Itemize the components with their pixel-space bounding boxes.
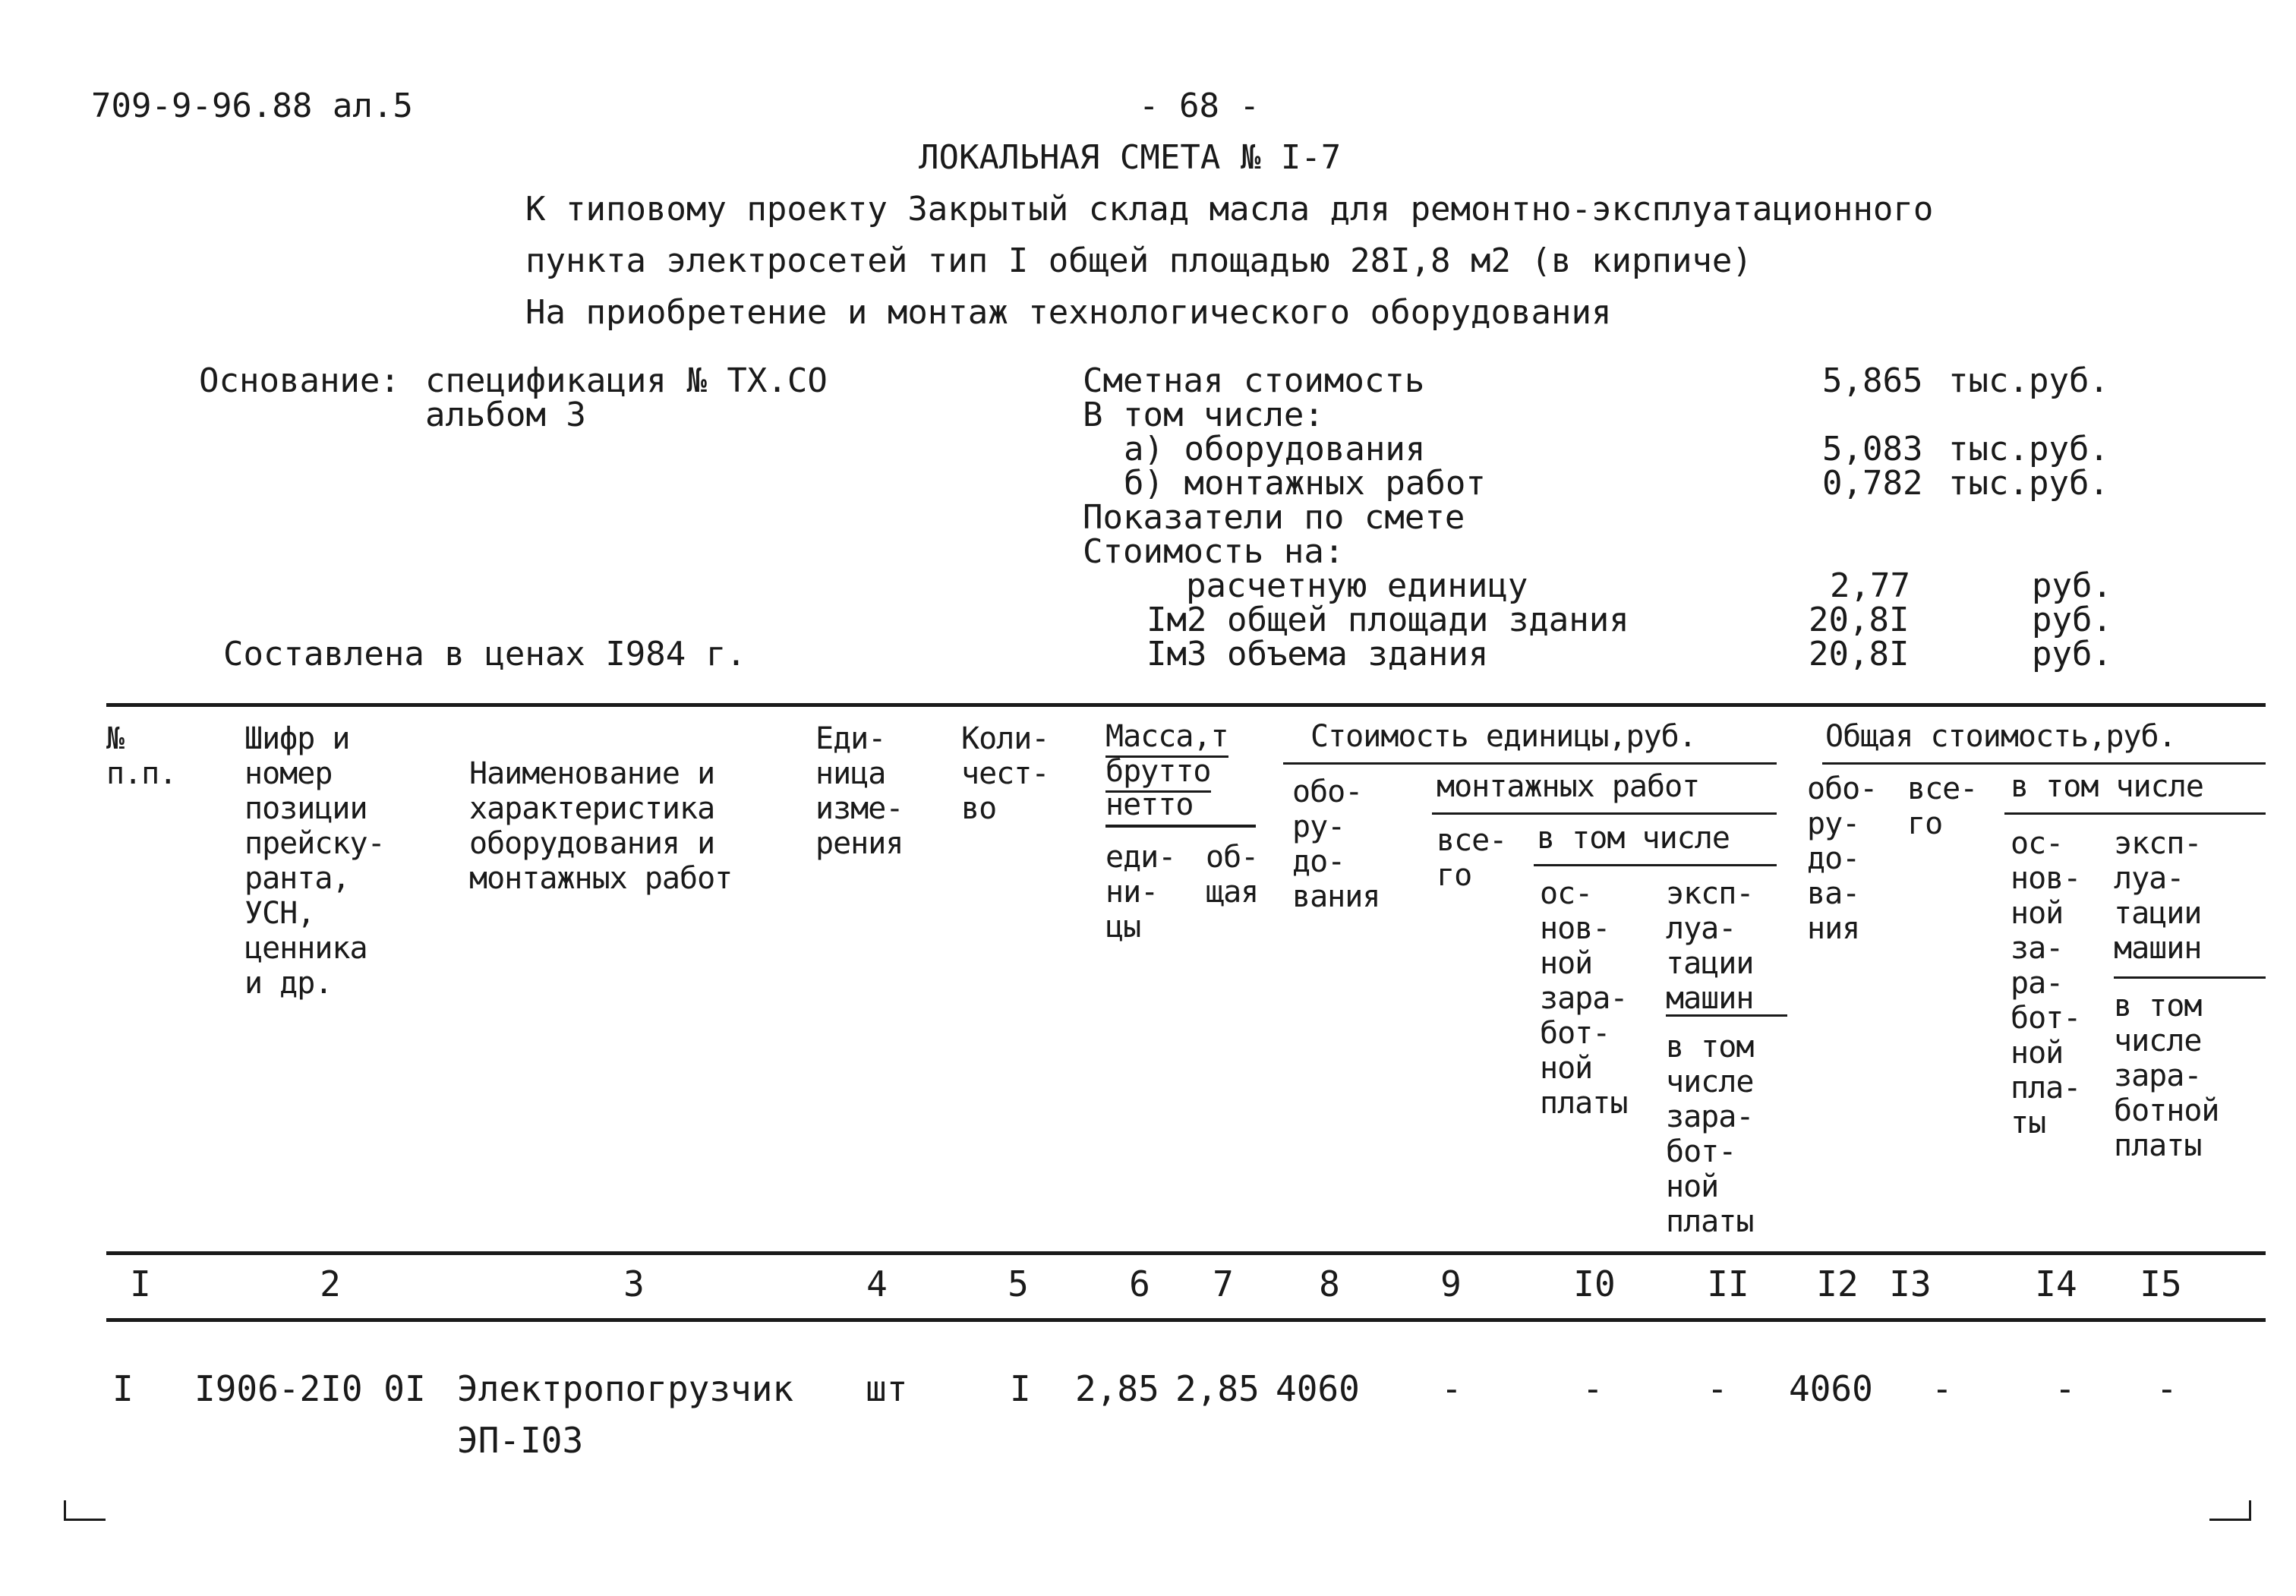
- column-number: 8: [1319, 1263, 1340, 1304]
- basis-label: Основание:: [199, 361, 400, 400]
- installation-unit: тыс.руб.: [1948, 464, 2109, 503]
- header-uc-machines: эксп- луа- тации машин: [1666, 876, 1754, 1016]
- column-number: 6: [1129, 1263, 1150, 1304]
- corner-mark-right: [2209, 1500, 2251, 1521]
- row-code: I906-2I0 0I: [194, 1368, 426, 1409]
- header-uc-install-total: все- го: [1437, 823, 1507, 893]
- column-number: 9: [1440, 1263, 1462, 1304]
- column-number: 3: [623, 1263, 645, 1304]
- subtitle-line-3: На приобретение и монтаж технологического оборудования: [525, 293, 1612, 332]
- m2-cost-label: Iм2 общей площади здания: [1146, 601, 1629, 639]
- subtitle-line-1: К типовому проекту Закрытый склад масла для ремонтно-эксплуатационного: [525, 190, 1934, 229]
- header-uc-installation: монтажных работ: [1437, 769, 1700, 804]
- header-tc-machines-wage: в том числе зара- ботной платы: [2114, 989, 2219, 1163]
- document-title: ЛОКАЛЬНАЯ СМЕТА № I-7: [919, 138, 1342, 177]
- row-name-line-2: ЭП-I03: [457, 1420, 584, 1461]
- header-bottom-rule: [106, 1251, 2266, 1255]
- cost-for-label: Стоимость на:: [1083, 532, 1345, 571]
- header-qty: Коли- чест- во: [961, 721, 1049, 826]
- column-number: 5: [1008, 1263, 1029, 1304]
- basis-album: альбом 3: [425, 396, 586, 434]
- indicators-label: Показатели по смете: [1083, 498, 1465, 537]
- row-qty: I: [1010, 1368, 1031, 1409]
- corner-mark-left: [64, 1500, 106, 1521]
- column-number: I5: [2140, 1263, 2182, 1304]
- header-tc-wage: ос- нов- ной за- ра- бот- ной пла- ты: [2011, 826, 2081, 1140]
- header-num: № п.п.: [106, 721, 177, 791]
- header-unit: Еди- ница изме- рения: [815, 721, 904, 861]
- m2-cost-value: 20,8I: [1809, 601, 1910, 639]
- unit-cost-rule: [1283, 762, 1777, 765]
- row-uc-equipment: 4060: [1276, 1368, 1360, 1409]
- m2-cost-unit: руб.: [2032, 601, 2112, 639]
- row-name-line-1: Электропогрузчик: [457, 1368, 794, 1409]
- row-uc-machines: -: [1707, 1368, 1728, 1409]
- install-incl-rule: [1534, 864, 1777, 866]
- equipment-value: 5,083: [1822, 430, 1923, 468]
- header-uc-machines-wage: в том числе зара- бот- ной платы: [1666, 1030, 1754, 1239]
- mass-subheader-rule: [1105, 825, 1256, 828]
- installation-value: 0,782: [1822, 464, 1923, 503]
- column-numbers-rule: [106, 1318, 2266, 1322]
- column-number: I4: [2035, 1263, 2077, 1304]
- installation-rule: [1432, 812, 1777, 815]
- installation-label: б) монтажных работ: [1124, 464, 1486, 503]
- total-machines-rule: [2114, 976, 2266, 979]
- prices-note: Составлена в ценах I984 г.: [223, 635, 746, 673]
- unit-cost-value: 2,77: [1830, 566, 1910, 605]
- basis-spec: спецификация № ТХ.СО: [425, 361, 828, 400]
- column-number: I3: [1889, 1263, 1932, 1304]
- total-cost-rule: [1822, 762, 2266, 765]
- column-number: 7: [1213, 1263, 1234, 1304]
- header-total-cost: Общая стоимость,руб.: [1825, 719, 2176, 754]
- header-tc-incl: в том числе: [2011, 769, 2203, 804]
- header-uc-equipment: обо- ру- до- вания: [1292, 774, 1380, 914]
- document-code: 709-9-96.88 ал.5: [91, 87, 413, 125]
- header-mass-unit: еди- ни- цы: [1105, 840, 1176, 945]
- header-brutto-text: брутто: [1105, 754, 1211, 793]
- header-netto: нетто: [1105, 787, 1194, 822]
- total-incl-rule: [2004, 812, 2266, 815]
- header-tc-all: все- го: [1907, 771, 1978, 841]
- column-number: II: [1707, 1263, 1749, 1304]
- header-name: Наименование и характеристика оборудования и монтажных работ: [469, 756, 733, 896]
- row-uc-install-total: -: [1441, 1368, 1462, 1409]
- unit-cost-unit: руб.: [2032, 566, 2112, 605]
- row-mass-total: 2,85: [1175, 1368, 1260, 1409]
- row-mass-unit: 2,85: [1075, 1368, 1159, 1409]
- row-tc-equipment: 4060: [1789, 1368, 1873, 1409]
- header-mass: [1105, 721, 1228, 752]
- header-tc-machines: эксп- луа- тации машин: [2114, 826, 2202, 966]
- header-code: Шифр и номер позиции прейску- ранта, УСН, ценника и др.: [244, 721, 385, 1001]
- header-tc-equipment: обо- ру- до- ва- ния: [1807, 771, 1878, 946]
- table-top-rule: [106, 703, 2266, 707]
- header-unit-cost: Стоимость единицы,руб.: [1310, 719, 1696, 754]
- column-number: 4: [866, 1263, 888, 1304]
- unit-cost-label: расчетную единицу: [1186, 566, 1528, 605]
- row-tc-machines: -: [2156, 1368, 2178, 1409]
- row-tc-wage: -: [2055, 1368, 2076, 1409]
- column-number: 2: [320, 1263, 341, 1304]
- header-uc-wage: ос- нов- ной зара- бот- ной платы: [1540, 876, 1628, 1121]
- equipment-unit: тыс.руб.: [1948, 430, 2109, 468]
- subtitle-line-2: пункта электросетей тип I общей площадью 28I,8 м2 (в кирпиче): [525, 241, 1752, 280]
- total-cost-label: Сметная стоимость: [1083, 361, 1425, 400]
- row-tc-all: -: [1932, 1368, 1953, 1409]
- m3-cost-value: 20,8I: [1809, 635, 1910, 673]
- header-mass-total: об- щая: [1206, 840, 1259, 910]
- column-number: I2: [1816, 1263, 1859, 1304]
- header-uc-incl: в том числе: [1537, 821, 1730, 856]
- header-mass-text: Масса,т: [1105, 719, 1228, 758]
- total-cost-value: 5,865: [1822, 361, 1923, 400]
- page-number: - 68 -: [1139, 87, 1260, 125]
- column-number: I0: [1573, 1263, 1616, 1304]
- equipment-label: а) оборудования: [1124, 430, 1426, 468]
- m3-cost-label: Iм3 объема здания: [1146, 635, 1489, 673]
- header-brutto: [1105, 756, 1211, 787]
- row-num: I: [112, 1368, 134, 1409]
- total-cost-unit: тыс.руб.: [1948, 361, 2109, 400]
- m3-cost-unit: руб.: [2032, 635, 2112, 673]
- including-label: В том числе:: [1083, 396, 1324, 434]
- column-number: I: [130, 1263, 151, 1304]
- row-uc-wage: -: [1582, 1368, 1604, 1409]
- row-unit: шт: [866, 1368, 908, 1409]
